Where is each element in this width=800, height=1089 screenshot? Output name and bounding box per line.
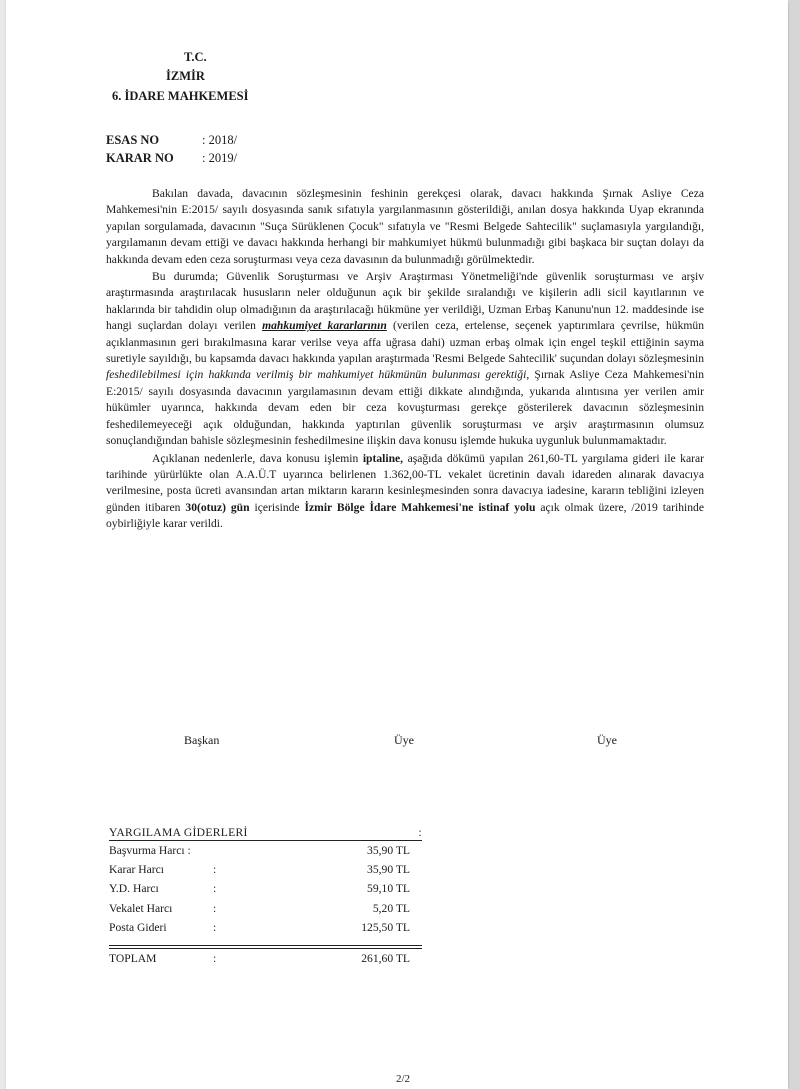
cost-amount: 59,10 TL — [367, 882, 410, 896]
total-amount: 261,60 TL — [361, 951, 410, 965]
signature-member-2: Üye — [597, 733, 617, 747]
cost-row: Karar Harcı : 35,90 TL — [109, 860, 422, 879]
karar-line — [106, 151, 237, 166]
karar-value: : 2019/ — [202, 151, 238, 165]
karar-label: KARAR NO — [106, 151, 174, 165]
signature-president: Başkan — [184, 733, 220, 747]
paragraph-3: Açıklanan nedenlerle, dava konusu işlemin iptaline, aşağıda dökümü yapılan 261,60-TL yargılama gideri ile karar tarihinde yürürlükte olan A.A.Ü.T uyarınca belirlenen 1.362,00-TL vekalet ücretinin davalı idareden alınarak davacıya verilmesine, posta ücreti avansından artan miktarın kararın kesinleşmesinden sonra davacıya iadesine, kararın tebliğini izleyen günden itibaren 30(otuz) gün içerisinde İzmir Bölge İdare Mahkemesi'ne istinaf yolu açık olmak üzere, /2019 tarihinde oybirliğiyle karar verildi. — [106, 451, 704, 531]
costs-total-row: TOPLAM : 261,60 TL — [109, 949, 422, 969]
cost-label: Y.D. Harcı — [109, 882, 159, 896]
cost-amount: 35,90 TL — [367, 844, 410, 857]
esas-value: : 2018/ — [202, 133, 238, 147]
cost-label: Başvurma Harcı : — [109, 844, 191, 857]
cost-row: Y.D. Harcı : 59,10 TL — [109, 879, 422, 898]
esas-label: ESAS NO — [106, 133, 160, 147]
costs-divider — [109, 945, 422, 946]
document-page — [6, 0, 788, 1089]
paragraph-2: Bu durumda; Güvenlik Soruşturması ve Arşiv Araştırması Yönetmeliği'nde güvenlik soruşturması ve arşiv araştırmasında araştırılacak hususların neler olduğunun açık bir şekilde sıralandığı ve kişilerin adli sicil kayıtlarının ve haklarında bir tahdidin olup olmadığının da araştırılacağı hükmüne yer verildiği, Uzman Erbaş Kanunu'nun 12. maddesinde ise hangi suçlardan dolayı verilen mahkumiyet kararlarının (verilen ceza, ertelense, seçenek yaptırımlara çevrilse, hükmün açıklanmasının geri bırakılmasına karar verilse veya affa uğrasa dahi) uzman erbaş olmak için engel teşkil ettiğinin sayma suretiyle sayıldığı, bu kapsamda davacı hakkında yapılan araştırmada 'Resmi Belgede Sahtecilik' suçundan dolayı sözleşmesinin feshedilebilmesi için hakkında verilmiş bir mahkumiyet hükmünün bulunması gerektiği, Şırnak Asliye Ceza Mahkemesi'nin E:2015/ sayılı dosyasında davacının yargılamasının devam ettiği dikkate alındığında, yukarıda alıntısına yer verilen amir hükümler uyarınca, hakkında devam eden bir ceza kovuşturması gerekçe gösterilerek davacının sözleşmesinin feshedilemeyeceği açık olduğundan, hakkında yaptırılan güvenlik soruşturması ve arşiv araştırmasının olumsuz sonuçlandığından bahisle sözleşmesinin feshedilmesine ilişkin dava konusu işlemde hukuka uygunluk bulunmamaktadır. — [106, 270, 704, 448]
signature-member-1: Üye — [394, 733, 414, 747]
cost-row: Posta Gideri : 125,50 TL — [109, 918, 422, 937]
cost-label: Posta Gideri — [109, 920, 167, 934]
paragraph-1: Bakılan davada, davacının sözleşmesinin feshinin gerekçesi olarak, davacı hakkında Şırnak Asliye Ceza Mahkemesi'nin E:2015/ sayılı dosyasında sanık sıfatıyla yargılanmasının gösterildiği, anılan dosya hakkında Uyap ekranında yapılan sorgulamada, davacının "Suça Sürüklenen Çocuk" sıfatıyla ve "Resmi Belgede Sahtecilik" suçlamasıyla yargılandığı, yargılamanın devam ettiği ve davacı hakkında herhangi bir mahkumiyet hükmü bulunmadığı gibi başkaca bir suçtan dolayı da hakkında devam eden ceza soruşturması veya ceza davasının da bulunmadığı görülmektedir. — [106, 187, 704, 266]
esas-line — [106, 133, 237, 148]
cost-amount: 125,50 TL — [361, 920, 410, 934]
costs-table — [109, 826, 422, 969]
cost-label: Karar Harcı — [109, 863, 165, 877]
cost-row — [109, 841, 422, 860]
costs-title: YARGILAMA GİDERLERİ : — [109, 826, 422, 839]
cost-label: Vekalet Harcı — [109, 901, 173, 915]
cost-row: Vekalet Harcı : 5,20 TL — [109, 899, 422, 918]
mahkumiyet-emphasis: mahkumiyet kararlarının — [262, 319, 387, 333]
italic-clause: feshedilebilmesi için hakkında verilmiş bir mahkumiyet hükmünün bulunması gerektiği — [106, 368, 527, 382]
header-court: 6. İDARE MAHKEMESİ — [112, 89, 249, 103]
page-number: 2/2 — [396, 1073, 411, 1085]
viewer-scrollbar[interactable] — [790, 0, 800, 1089]
header-tc: T.C. — [184, 50, 207, 64]
header-city: İZMİR — [166, 69, 205, 83]
cost-amount: 35,90 TL — [367, 863, 410, 877]
total-label: TOPLAM — [109, 951, 157, 965]
cost-amount: 5,20 TL — [372, 901, 410, 915]
decision-body — [106, 186, 704, 533]
